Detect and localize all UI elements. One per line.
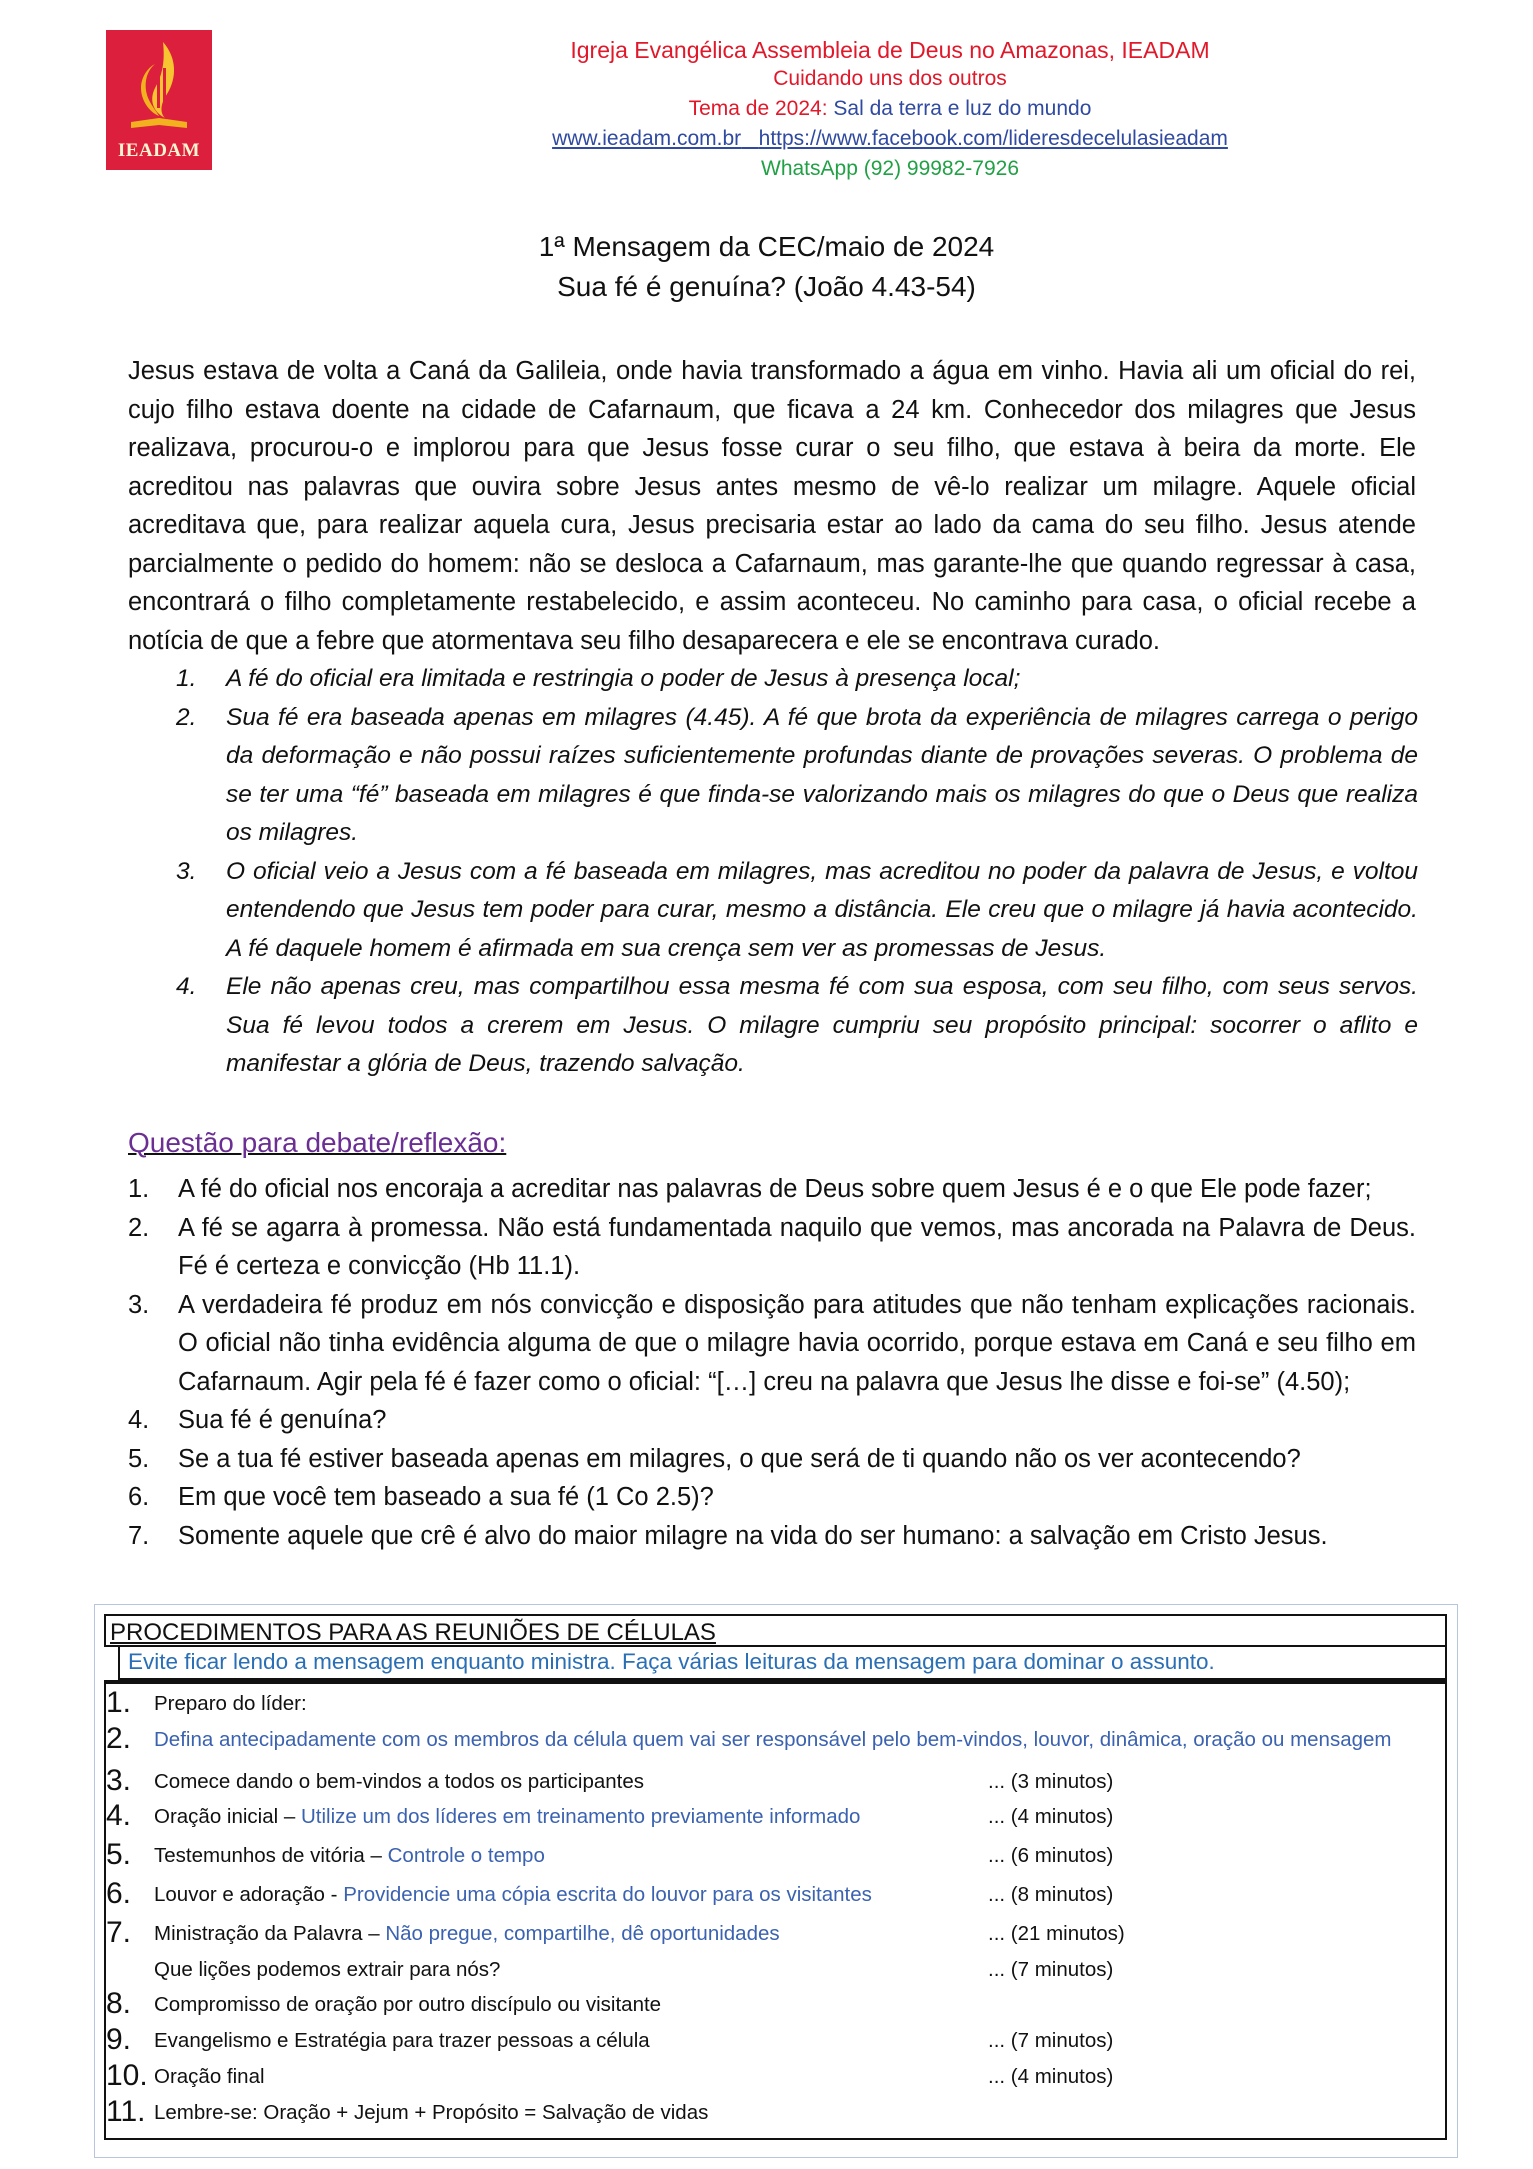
procedures-heading: PROCEDIMENTOS PARA AS REUNIÕES DE CÉLULAS — [104, 1614, 1447, 1647]
point-item: 3. O oficial veio a Jesus com a fé baseada em milagres, mas acreditou no poder da palavra de Jesus, e voltou entendendo que Jesus tem poder para curar, mesmo a distância. Ele creu que o milagre já havia acontecido. A fé daquele homem é afirmada em sua crença sem ver as promessas de Jesus. — [176, 857, 1418, 962]
questions-list — [128, 1170, 1416, 1555]
message-subtitle: Sua fé é genuína? (João 4.43-54) — [557, 271, 976, 302]
question-item: 5. Se a tua fé estiver baseada apenas em milagres, o que será de ti quando não os ver acontecendo? — [128, 1444, 1301, 1473]
motto: Cuidando uns dos outros — [773, 67, 1007, 90]
questions-heading: Questão para debate/reflexão: — [128, 1127, 507, 1158]
links-line — [300, 124, 1480, 154]
procedures-subtitle: Evite ficar lendo a mensagem enquanto ministra. Faça várias leituras da mensagem para dominar o assunto. — [118, 1647, 1447, 1680]
theme-value: Sal da terra e luz do mundo — [833, 97, 1092, 120]
question-item: 3. A verdadeira fé produz em nós convicção e disposição para atitudes que não tenham explicações racionais. O oficial não tinha evidência alguma de que o milagre havia ocorrido, porque estava em Caná e seu filho em Cafarnaum. Agir pela fé é fazer como o oficial: “[…] creu na palavra que Jesus lhe disse e foi-se” (4.50); — [128, 1290, 1416, 1396]
whatsapp-contact: WhatsApp (92) 99982-7926 — [761, 157, 1019, 180]
intro-paragraph: Jesus estava de volta a Caná da Galileia, onde havia transformado a água em vinho. Havia ali um oficial do rei, cujo filho estava doente na cidade de Cafarnaum, que ficava a 24 km. Conhecedor dos milagres que Jesus realizava, procurou-o e implorou para que Jesus fosse curar o seu filho, que estava à beira da morte. Ele acreditou nas palavras que ouvira sobre Jesus antes mesmo de vê-lo realizar um milagre. Aquele oficial acreditava que, para realizar aquela cura, Jesus precisaria estar ao lado da cama do seu filho. Jesus atende parcialmente o pedido do homem: não se desloca a Cafarnaum, mas garante-lhe que quando regressar à casa, encontrará o filho completamente restabelecido, e assim aconteceu. No caminho para casa, o oficial recebe a notícia de que a febre que atormentava seu filho desaparecera e ele se encontrava curado. — [128, 357, 1416, 655]
question-item: 7. Somente aquele que crê é alvo do maior milagre na vida do ser humano: a salvação em Cristo Jesus. — [128, 1521, 1328, 1550]
point-item: 2. Sua fé era baseada apenas em milagres (4.45). A fé que brota da experiência de milagres carrega o perigo da deformação e não possui raízes suficientemente profundas diante de provações severas. O problema de se ter uma “fé” baseada em milagres é que finda-se valorizando mais os milagres do que o Deus que realiza os milagres. — [176, 703, 1418, 846]
theme-line — [300, 94, 1480, 124]
website-link[interactable]: www.ieadam.com.br — [552, 127, 742, 150]
flame-book-icon — [119, 38, 199, 138]
logo-text: IEADAM — [117, 140, 201, 161]
question-item: 4. Sua fé é genuína? — [128, 1406, 387, 1434]
message-title: 1ª Mensagem da CEC/maio de 2024 — [538, 231, 995, 262]
point-item: 1. A fé do oficial era limitada e restringia o poder de Jesus à presença local; — [176, 665, 1021, 692]
question-item: 1. A fé do oficial nos encoraja a acreditar nas palavras de Deus sobre quem Jesus é e o que Ele pode fazer; — [128, 1175, 1372, 1203]
whatsapp-line — [300, 154, 1480, 184]
points-list — [160, 660, 1418, 1084]
question-item: 6. Em que você tem baseado a sua fé (1 Co 2.5)? — [128, 1483, 714, 1511]
ieadam-logo — [106, 30, 212, 170]
point-item: 4. Ele não apenas creu, mas compartilhou essa mesma fé com sua esposa, com seu filho, com seus servos. Sua fé levou todos a crerem em Jesus. O milagre cumpriu seu propósito principal: socorrer o aflito e manifestar a glória de Deus, trazendo salvação. — [176, 973, 1418, 1077]
theme-label: Tema de 2024: — [688, 97, 828, 120]
church-name: Igreja Evangélica Assembleia de Deus no Amazonas, IEADAM — [570, 37, 1210, 63]
facebook-link[interactable]: https://www.facebook.com/lideresdecelulasieadam — [758, 127, 1228, 150]
question-item: 2. A fé se agarra à promessa. Não está fundamentada naquilo que vemos, mas ancorada na Palavra de Deus. Fé é certeza e convicção (Hb 11.1). — [128, 1213, 1416, 1280]
